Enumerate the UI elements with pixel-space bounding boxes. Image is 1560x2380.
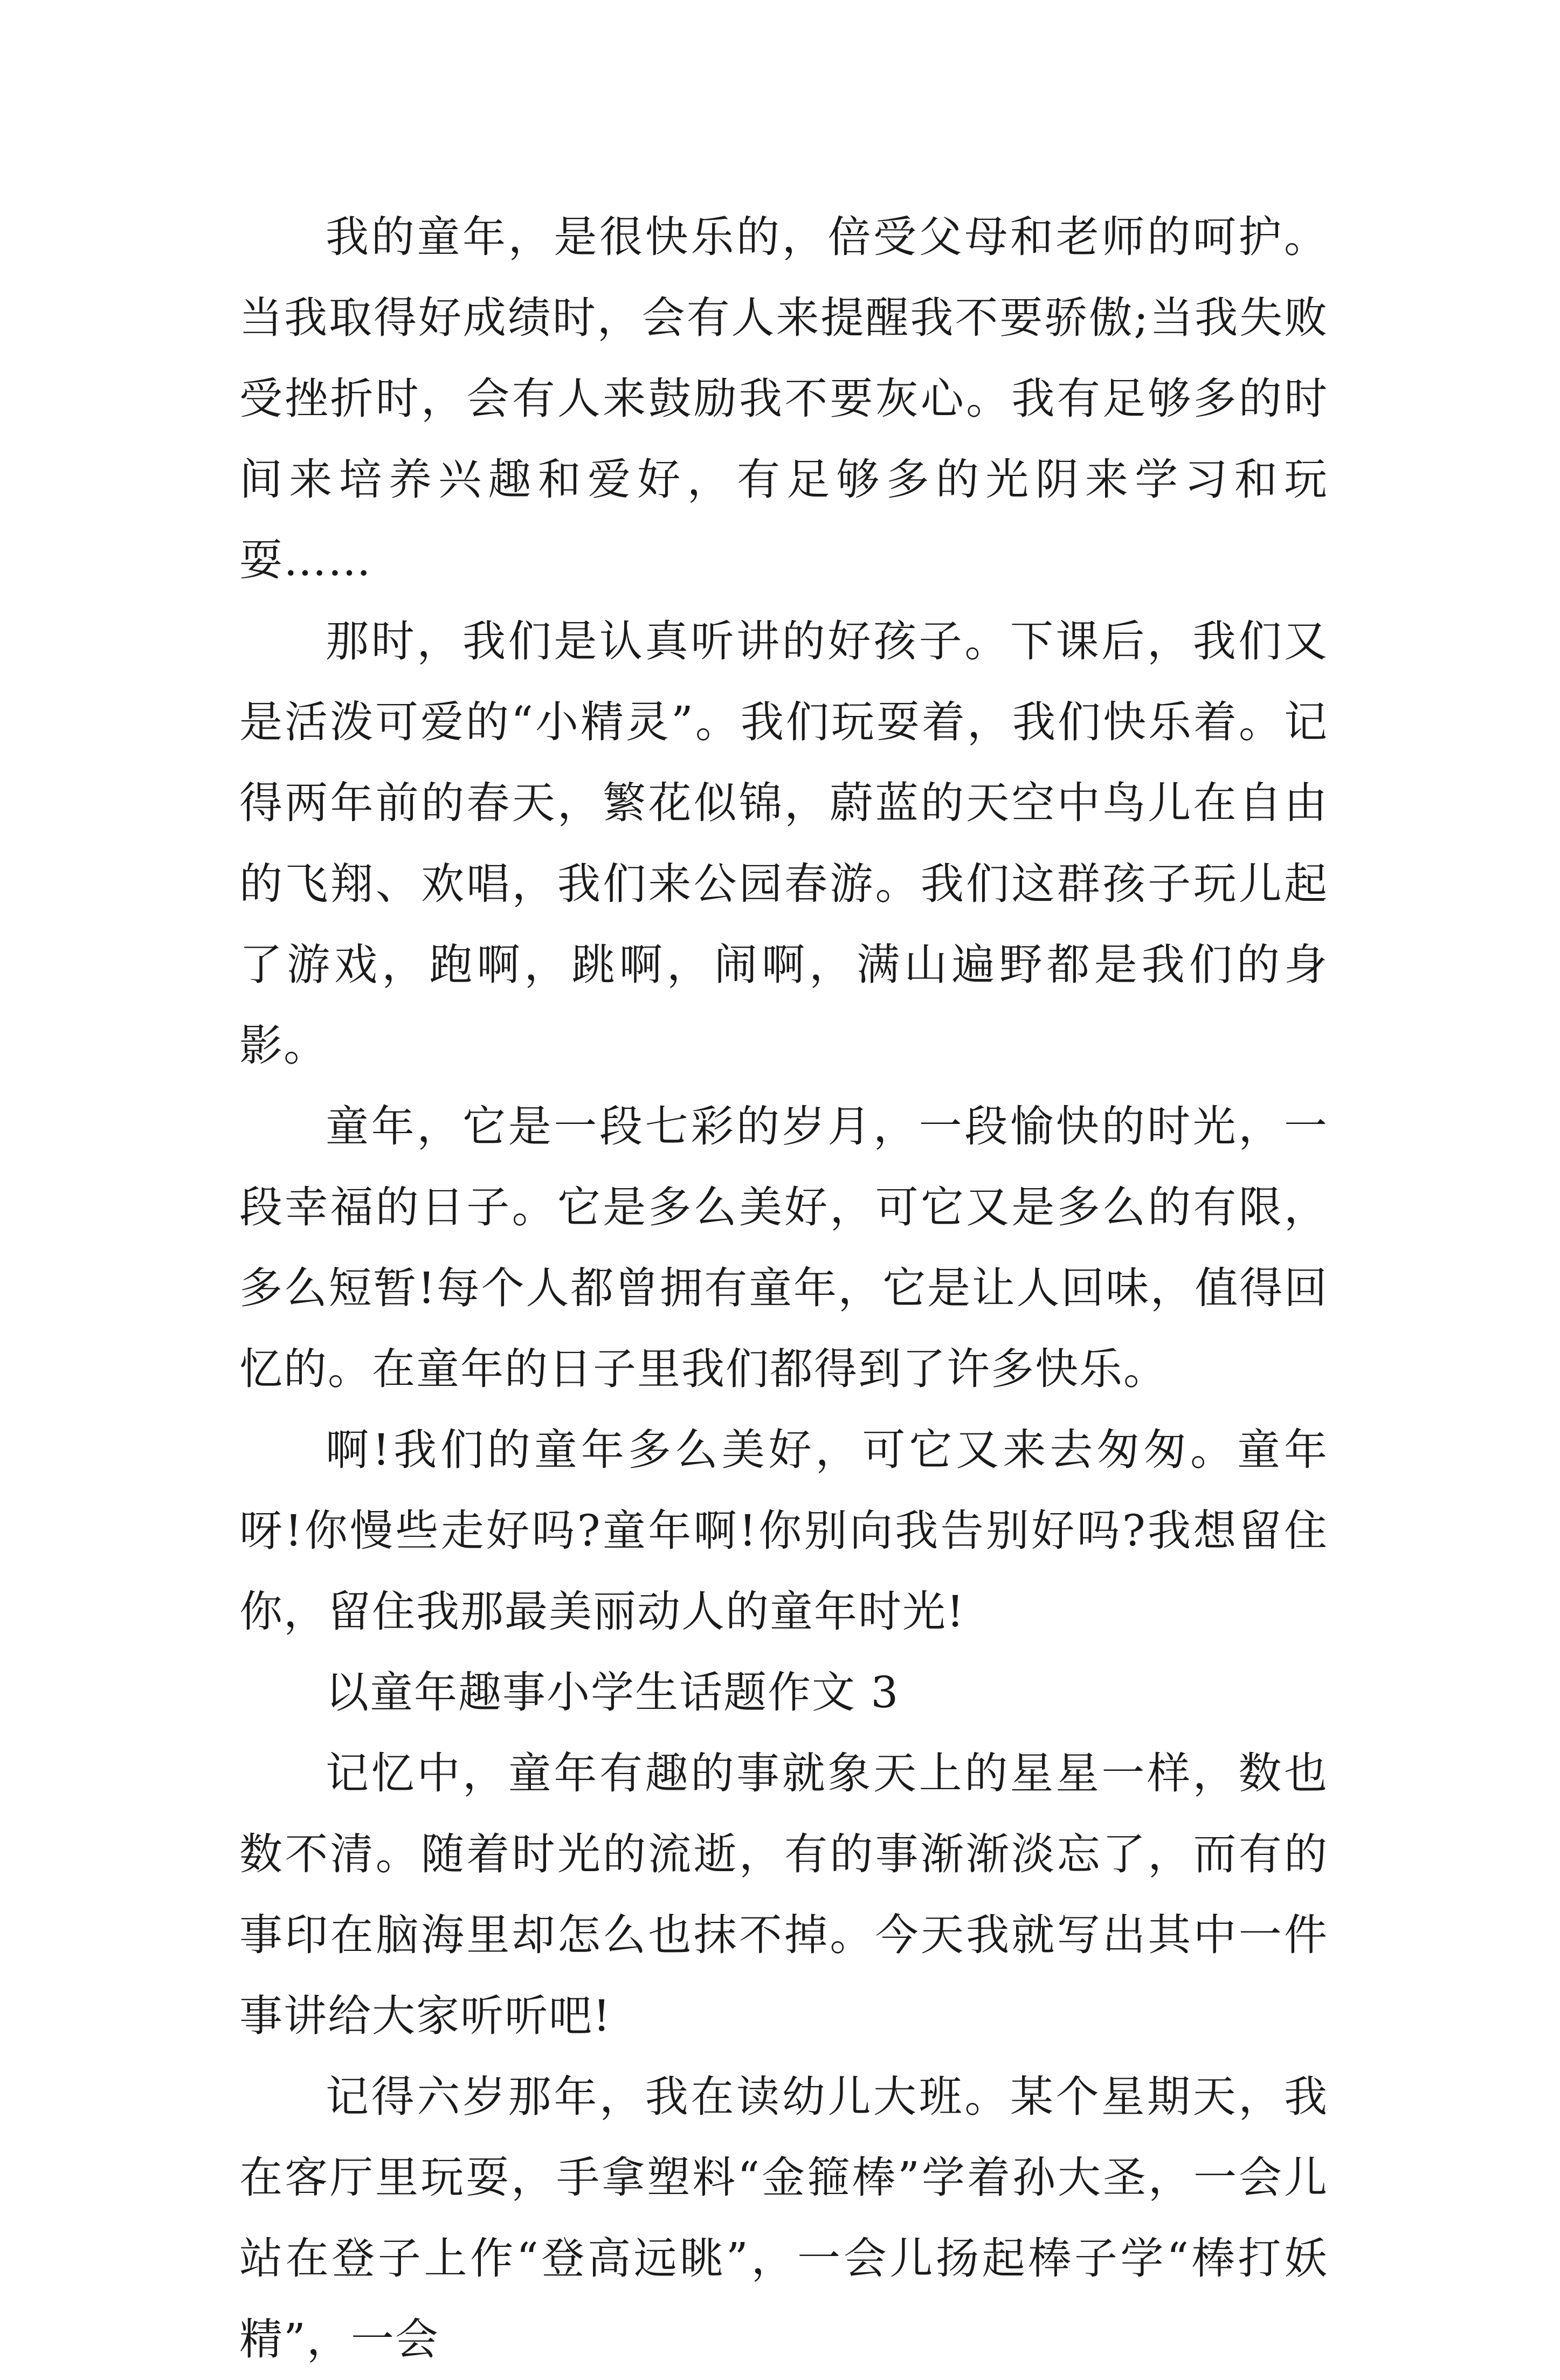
paragraph-six-years-old: 记得六岁那年，我在读幼儿大班。某个星期天，我在客厅里玩耍，手拿塑料“金箍棒”学着孙大圣，一会儿站在登子上作“登高远眺”，一会儿扬起棒子学“棒打妖精”，一会 — [239, 2072, 1328, 2364]
section-title: 以童年趣事小学生话题作文 3 — [326, 1667, 900, 1717]
paragraph-memory-stars: 记忆中，童年有趣的事就象天上的星星一样，数也数不清。随着时光的流逝，有的事渐渐淡忘了，而有的事印在脑海里却怎么也抹不掉。今天我就写出其中一件事讲给大家听听吧! — [239, 1748, 1328, 2041]
paragraph-colorful-years: 童年，它是一段七彩的岁月，一段愉快的时光，一段幸福的日子。它是多么美好，可它又是多么的有限，多么短暂!每个人都曾拥有童年，它是让人回味，值得回忆的。在童年的日子里我们都得到了许多快乐。 — [239, 1101, 1328, 1394]
paragraph-spring-outing: 那时，我们是认真听讲的好孩子。下课后，我们又是活泼可爱的“小精灵”。我们玩耍着，我们快乐着。记得两年前的春天，繁花似锦，蔚蓝的天空中鸟儿在自由的飞翔、欢唱，我们来公园春游。我们这群孩子玩儿起了游戏，跑啊，跳啊，闹啊，满山遍野都是我们的身影。 — [239, 616, 1328, 1071]
paragraph-childhood-happy: 我的童年，是很快乐的，倍受父母和老师的呵护。当我取得好成绩时，会有人来提醒我不要骄傲;当我失败受挫折时，会有人来鼓励我不要灰心。我有足够多的时间来培养兴趣和爱好，有足够多的光阴来学习和玩耍…… — [239, 212, 1328, 585]
paragraph-farewell-childhood: 啊!我们的童年多么美好，可它又来去匆匆。童年呀!你慢些走好吗?童年啊!你别向我告别好吗?我想留住你，留住我那最美丽动人的童年时光! — [239, 1425, 1328, 1637]
document-body — [239, 197, 1328, 2380]
